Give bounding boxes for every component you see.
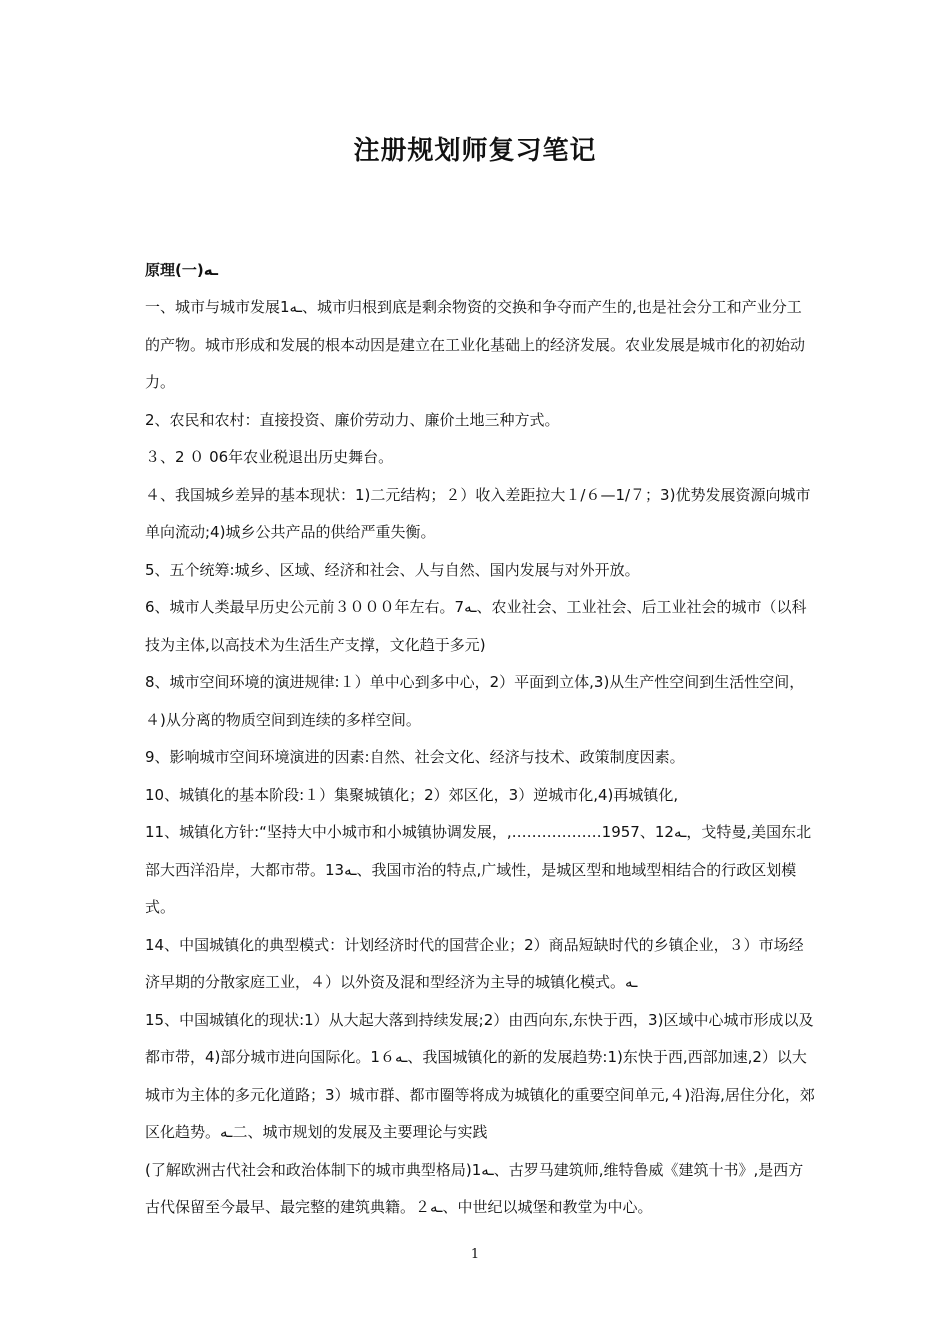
- paragraph-12: 15、中国城镇化的现状:1）从大起大落到持续发展;2）由西向东,东快于西，3)区域中心城市形成以及都市带，4)部分城市进向国际化。1６ـه、我国城镇化的新的发展趋势:1)东快于西,西部加速,2）以大城市为主体的多元化道路；3）城市群、都市圈等将成为城镇化的重要空间单元,４)沿海,居住分化，郊区化趋势。ـه二、城市规划的发展及主要理论与实践: [145, 1010, 815, 1141]
- paragraph-5: 5、五个统筹:城乡、区域、经济和社会、人与自然、国内发展与对外开放。: [145, 560, 640, 579]
- paragraph-9: 10、城镇化的基本阶段:１）集聚城镇化；2）郊区化，3）逆城市化,4)再城镇化,: [145, 785, 679, 804]
- paragraph-4: ４、我国城乡差异的基本现状：1)二元结构；２）收入差距拉大１/６—1/７；3)优势发展资源向城市单向流动;4)城乡公共产品的供给严重失衡。: [145, 485, 811, 541]
- document-title: 注册规划师复习笔记: [353, 136, 597, 166]
- paragraph-7: 8、城市空间环境的演进规律:１）单中心到多中心，2）平面到立体,3)从生产性空间到生活性空间，４)从分离的物质空间到连续的多样空间。: [145, 673, 805, 729]
- paragraph-11: 14、中国城镇化的典型模式：计划经济时代的国营企业；2）商品短缺时代的乡镇企业，３）市场经济早期的分散家庭工业，４）以外资及混和型经济为主导的城镇化模式。ـه: [145, 935, 804, 991]
- page-number: 1: [470, 1247, 480, 1262]
- paragraph-13: (了解欧洲古代社会和政治体制下的城市典型格局)1ـه、古罗马建筑师,维特鲁威《建筑十书》,是西方古代保留至今最早、最完整的建筑典籍。２ـه、中世纪以城堡和教堂为中心。: [145, 1160, 804, 1216]
- document-body: [145, 252, 815, 1227]
- paragraph-6: 6、城市人类最早历史公元前３０００年左右。7ـه、农业社会、工业社会、后工业社会的城市（以科技为主体,以高技术为生活生产支撑，文化趋于多元): [145, 598, 807, 654]
- paragraph-1: 一、城市与城市发展1ـه、城市归根到底是剩余物资的交换和争夺而产生的,也是社会分工和产业分工的产物。城市形成和发展的根本动因是建立在工业化基础上的经济发展。农业发展是城市化的初始动力。: [145, 298, 806, 391]
- section-heading: 原理(一)ـه: [145, 261, 218, 279]
- paragraph-3: ３、2 ０ 06年农业税退出历史舞台。: [145, 448, 394, 466]
- paragraph-10: 11、城镇化方针:“坚持大中小城市和小城镇协调发展，,………………1957、12ـه，戈特曼,美国东北部大西洋沿岸，大都市带。13ـه、我国市治的特点,广域性，是城区型和地域型相结合的行政区划模式。: [145, 823, 812, 916]
- paragraph-2: 2、农民和农村：直接投资、廉价劳动力、廉价土地三种方式。: [145, 410, 560, 429]
- paragraph-8: 9、影响城市空间环境演进的因素:自然、社会文化、经济与技术、政策制度因素。: [145, 748, 685, 766]
